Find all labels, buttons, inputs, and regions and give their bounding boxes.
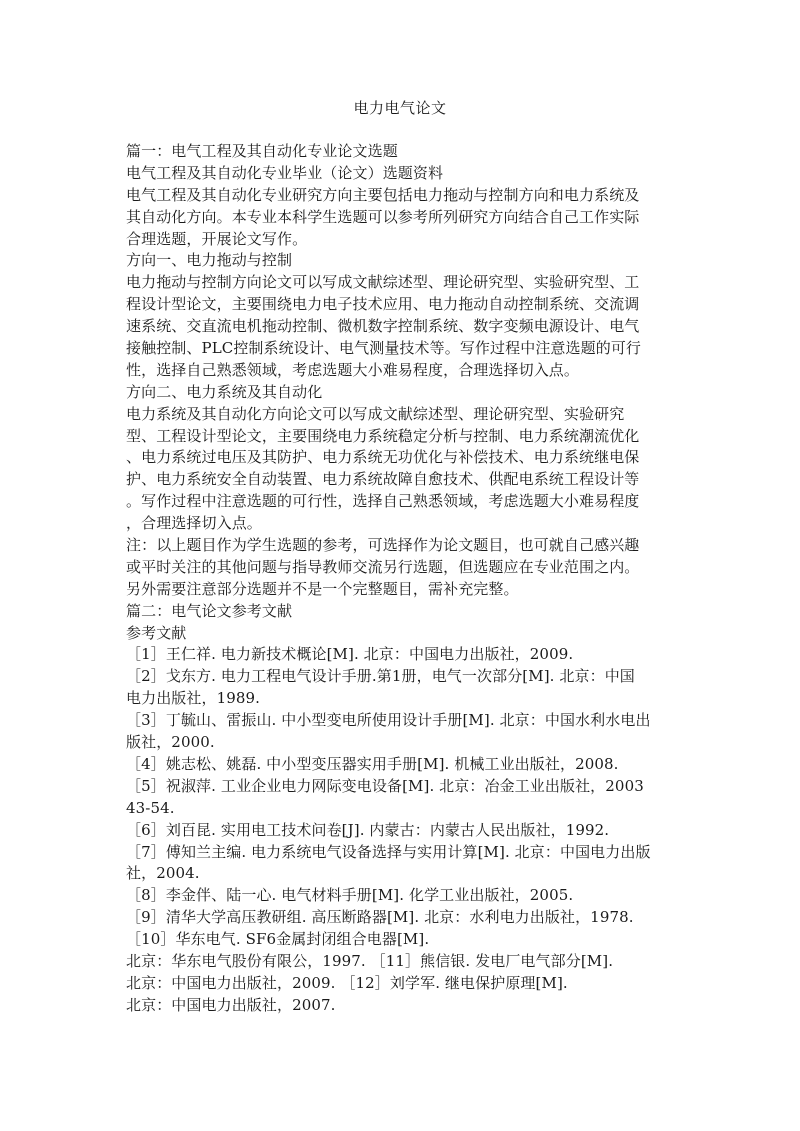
text-line: 电力拖动与控制方向论文可以写成文献综述型、理论研究型、实验研究型、工 bbox=[126, 273, 640, 292]
text-line: 版社，2000. bbox=[126, 733, 215, 752]
text-line: 方向二、电力系统及其自动化 bbox=[126, 382, 323, 401]
text-line: 其自动化方向。本专业本科学生选题可以参考所列研究方向结合自己工作实际 bbox=[126, 207, 640, 226]
document-body bbox=[126, 141, 686, 1017]
text-line: 北京：中国电力出版社，2007. bbox=[126, 995, 336, 1014]
text-line: 护、电力系统安全自动装置、电力系统故障自愈技术、供配电系统工程设计等 bbox=[126, 470, 640, 489]
text-line: ［4］姚志松、姚磊. 中小型变压器实用手册[M]. 机械工业出版社，2008. bbox=[126, 754, 619, 773]
text-line: 性，选择自己熟悉领域，考虑选题大小难易程度，合理选择切入点。 bbox=[126, 360, 580, 379]
text-line: 北京：华东电气股份有限公，1997. ［11］熊信银. 发电厂电气部分[M]. bbox=[126, 951, 614, 970]
text-line: 合理选题，开展论文写作。 bbox=[126, 229, 308, 248]
text-line: 程设计型论文，主要围绕电力电子技术应用、电力拖动自动控制系统、交流调 bbox=[126, 295, 640, 314]
text-line: 型、工程设计型论文，主要围绕电力系统稳定分析与控制、电力系统潮流优化 bbox=[126, 426, 640, 445]
text-line: 电力系统及其自动化方向论文可以写成文献综述型、理论研究型、实验研究 bbox=[126, 404, 625, 423]
text-line: ［3］丁毓山、雷振山. 中小型变电所使用设计手册[M]. 北京：中国水利水电出 bbox=[126, 711, 651, 730]
text-line: 速系统、交直流电机拖动控制、微机数字控制系统、数字变频电源设计、电气 bbox=[126, 317, 640, 336]
text-line: 参考文献 bbox=[126, 623, 187, 642]
text-line: 电气工程及其自动化专业研究方向主要包括电力拖动与控制方向和电力系统及 bbox=[126, 185, 640, 204]
text-line: 。写作过程中注意选题的可行性，选择自己熟悉领域，考虑选题大小难易程度 bbox=[126, 492, 640, 511]
text-line: ［8］李金伴、陆一心. 电气材料手册[M]. 化学工业出版社，2005. bbox=[126, 886, 574, 905]
text-line: 注：以上题目作为学生选题的参考，可选择作为论文题目，也可就自己感兴趣 bbox=[126, 536, 640, 555]
page-title: 电力电气论文 bbox=[353, 99, 447, 117]
text-line: ［1］王仁祥. 电力新技术概论[M]. 北京：中国电力出版社，2009. bbox=[126, 645, 574, 664]
text-line: ，合理选择切入点。 bbox=[126, 514, 262, 533]
text-line: ［7］傅知兰主编. 电力系统电气设备选择与实用计算[M]. 北京：中国电力出版 bbox=[126, 842, 651, 861]
text-line: 另外需要注意部分选题并不是一个完整题目，需补充完整。 bbox=[126, 579, 519, 598]
text-line: 、电力系统过电压及其防护、电力系统无功优化与补偿技术、电力系统继电保 bbox=[126, 448, 640, 467]
text-line: ［9］清华大学高压教研组. 高压断路器[M]. 北京：水利电力出版社，1978. bbox=[126, 908, 634, 927]
text-line: 北京：中国电力出版社，2009. ［12］刘学军. 继电保护原理[M]. bbox=[126, 973, 568, 992]
text-line: 方向一、电力拖动与控制 bbox=[126, 251, 293, 270]
text-line: 或平时关注的其他问题与指导教师交流另行选题，但选题应在专业范围之内。 bbox=[126, 557, 640, 576]
text-line: 电气工程及其自动化专业毕业（论文）选题资料 bbox=[126, 163, 444, 182]
text-line: ［6］刘百昆. 实用电工技术问卷[J]. 内蒙古：内蒙古人民出版社，1992. bbox=[126, 820, 610, 839]
text-line: 电力出版社，1989. bbox=[126, 689, 261, 708]
text-line: 社，2004. bbox=[126, 864, 200, 883]
text-line: 篇二：电气论文参考文献 bbox=[126, 601, 293, 620]
text-line: 43-54. bbox=[126, 798, 175, 817]
text-line: 接触控制、PLC控制系统设计、电气测量技术等。写作过程中注意选题的可行 bbox=[126, 339, 642, 358]
text-line: ［2］戈东方. 电力工程电气设计手册.第1册，电气一次部分[M]. 北京：中国 bbox=[126, 667, 635, 686]
text-line: ［5］祝淑萍. 工业企业电力网际变电设备[M]. 北京：冶金工业出版社，2003 bbox=[126, 776, 644, 795]
text-line: 篇一：电气工程及其自动化专业论文选题 bbox=[126, 142, 398, 160]
text-line: ［10］华东电气. SF6金属封闭组合电器[M]. bbox=[126, 930, 430, 949]
